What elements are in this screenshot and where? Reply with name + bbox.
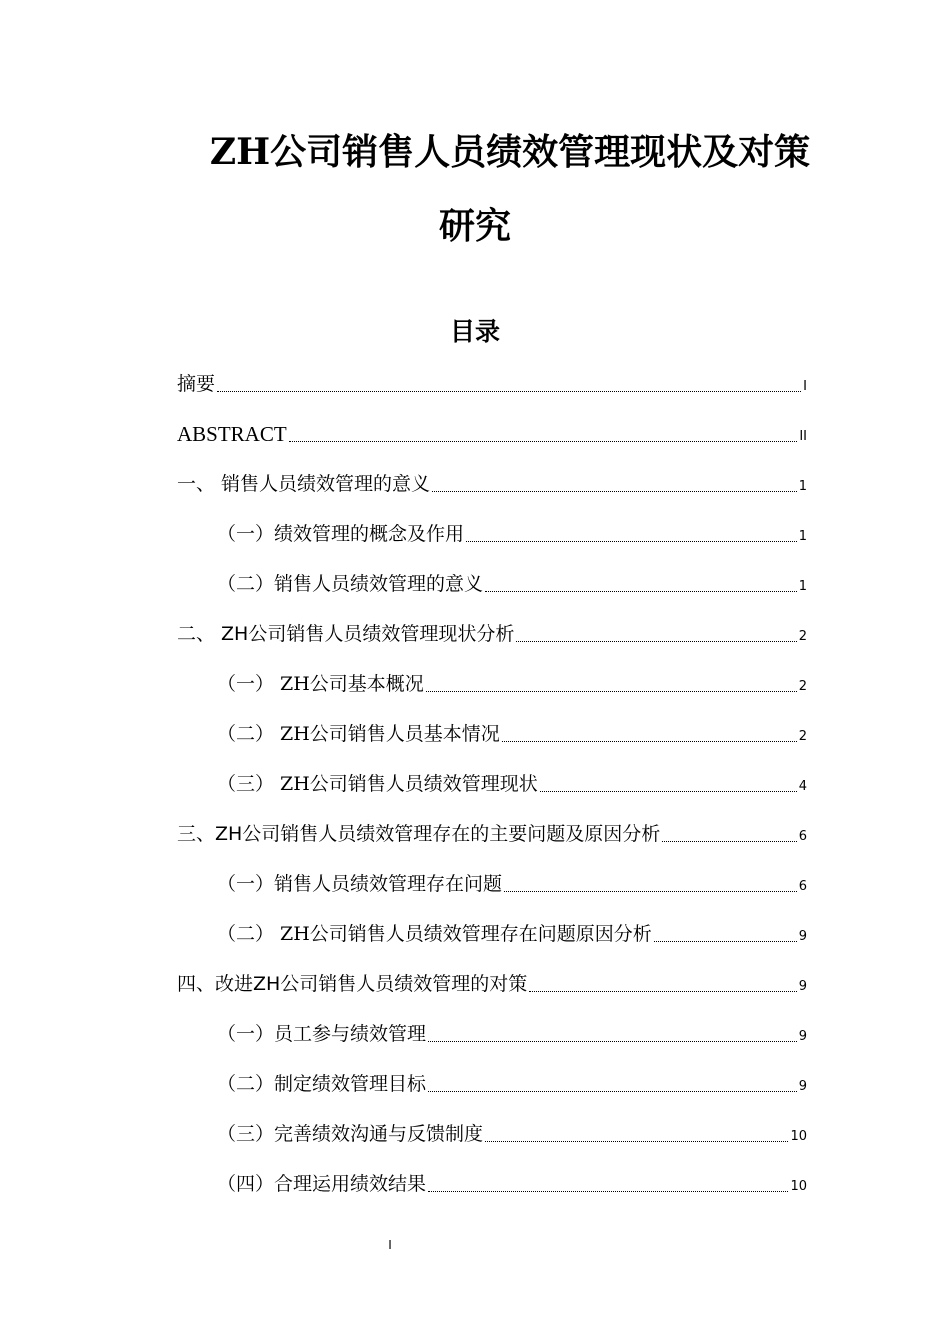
toc-entry[interactable] xyxy=(177,468,807,498)
toc-entry-label: （二）制定绩效管理目标 xyxy=(217,1073,427,1095)
toc-entry-label: （三）完善绩效沟通与反馈制度 xyxy=(217,1123,484,1145)
toc-dot-leader xyxy=(529,991,796,992)
toc-entry[interactable] xyxy=(217,718,807,748)
toc-dot-leader xyxy=(432,491,797,492)
toc-heading: 目录 xyxy=(449,317,500,346)
toc-dot-leader xyxy=(289,441,798,442)
toc-entry-label: 一、 销售人员绩效管理的意义 xyxy=(177,473,431,495)
toc-dot-leader xyxy=(426,691,797,692)
toc-entry-page: 1 xyxy=(798,529,807,544)
toc-dot-leader xyxy=(428,1091,797,1092)
toc-entry-page: 6 xyxy=(798,879,807,894)
toc-entry-label: （一） ZH公司基本概况 xyxy=(217,673,424,695)
toc-entry-label: （三） ZH公司销售人员绩效管理现状 xyxy=(217,773,538,795)
page-number-footer: I xyxy=(388,1238,392,1252)
toc-dot-leader xyxy=(466,541,797,542)
toc-entry-page: 2 xyxy=(798,629,807,644)
toc-entry[interactable] xyxy=(217,568,807,598)
toc-entry-label: （二） ZH公司销售人员绩效管理存在问题原因分析 xyxy=(217,923,652,945)
document-title-line-2: 研究 xyxy=(438,205,511,247)
toc-entry-label: （二） ZH公司销售人员基本情况 xyxy=(217,723,500,745)
toc-entry-page: 1 xyxy=(798,579,807,594)
toc-entry[interactable] xyxy=(217,518,807,548)
toc-entry-page: 2 xyxy=(798,729,807,744)
toc-entry[interactable] xyxy=(217,1018,807,1048)
toc-entry-page: 4 xyxy=(798,779,807,794)
toc-dot-leader xyxy=(654,941,797,942)
toc-dot-leader xyxy=(516,641,796,642)
toc-entry-page: 2 xyxy=(798,679,807,694)
toc-entry-page: II xyxy=(799,429,807,444)
toc-entry-label: （二）销售人员绩效管理的意义 xyxy=(217,573,484,595)
toc-entry-page: 10 xyxy=(790,1129,807,1144)
toc-entry-label: （四）合理运用绩效结果 xyxy=(217,1173,427,1195)
toc-dot-leader xyxy=(662,841,796,842)
toc-entry-page: 1 xyxy=(798,479,807,494)
toc-entry-label: （一）绩效管理的概念及作用 xyxy=(217,523,465,545)
toc-entry[interactable] xyxy=(217,768,807,798)
toc-entry[interactable] xyxy=(177,968,807,998)
toc-entry-label: 三、ZH公司销售人员绩效管理存在的主要问题及原因分析 xyxy=(177,823,661,845)
toc-entry-page: 6 xyxy=(798,829,807,844)
toc-entry[interactable] xyxy=(217,868,807,898)
toc-entry[interactable] xyxy=(217,1168,807,1198)
toc-dot-leader xyxy=(502,741,797,742)
toc-entry-page: 9 xyxy=(798,1029,807,1044)
toc-entry-page: 9 xyxy=(798,1079,807,1094)
toc-entry-label: （一）销售人员绩效管理存在问题 xyxy=(217,873,503,895)
toc-entry[interactable] xyxy=(217,918,807,948)
toc-entry[interactable] xyxy=(217,668,807,698)
toc-entry-label: 摘要 xyxy=(177,373,216,395)
toc-entry-page: 9 xyxy=(798,979,807,994)
toc-entry-page: 9 xyxy=(798,929,807,944)
toc-entry[interactable] xyxy=(177,618,807,648)
toc-entry-label: 二、 ZH公司销售人员绩效管理现状分析 xyxy=(177,623,515,645)
toc-dot-leader xyxy=(485,591,797,592)
toc-dot-leader xyxy=(428,1041,797,1042)
toc-entry-label: ABSTRACT xyxy=(177,422,287,446)
toc-entry-label: （一）员工参与绩效管理 xyxy=(217,1023,427,1045)
document-title-line-1: ZH公司销售人员绩效管理现状及对策 xyxy=(209,131,811,173)
toc-dot-leader xyxy=(217,391,801,392)
toc-entry[interactable] xyxy=(177,368,807,398)
toc-dot-leader xyxy=(485,1141,788,1142)
toc-entry[interactable] xyxy=(177,418,807,448)
toc-dot-leader xyxy=(540,791,797,792)
toc-entry[interactable] xyxy=(177,818,807,848)
toc-entry[interactable] xyxy=(217,1118,807,1148)
toc-entry-label: 四、改进ZH公司销售人员绩效管理的对策 xyxy=(177,973,528,995)
toc-entry-page: 10 xyxy=(790,1179,807,1194)
toc-entry-page: I xyxy=(803,379,807,394)
toc-dot-leader xyxy=(504,891,797,892)
toc-dot-leader xyxy=(428,1191,788,1192)
toc-entry[interactable] xyxy=(217,1068,807,1098)
